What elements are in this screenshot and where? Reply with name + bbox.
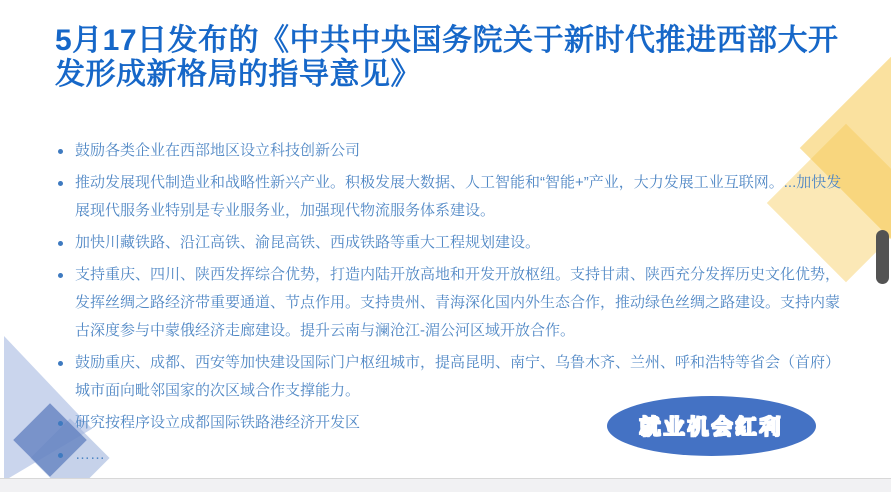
bullet-item — [55, 169, 843, 225]
bullet-text: 加快川藏铁路、沿江高铁、渝昆高铁、西成铁路等重大工程规划建设。 — [75, 234, 541, 251]
bullet-item — [55, 229, 843, 257]
badge-label: 就业机会红利 — [639, 416, 784, 439]
bullet-text: 支持重庆、四川、陕西发挥综合优势，打造内陆开放高地和开发开放枢纽。支持甘肃、陕西充分发挥历史文化优势，发挥丝绸之路经济带重要通道、节点作用。支持贵州、青海深化国内外生态合作，推动绿色丝绸之路建设。支持内蒙古深度参与中蒙俄经济走廊建设。提升云南与澜沧江-湄公河区域开放合作。 — [75, 266, 841, 339]
bullet-text: 推动发展现代制造业和战略性新兴产业。积极发展大数据、人工智能和“智能+”产业，大力发展工业互联网。...加快发展现代服务业特别是专业服务业，加强现代物流服务体系建设。 — [75, 174, 842, 219]
bullet-item — [55, 137, 843, 165]
bullet-text: 研究按程序设立成都国际铁路港经济开发区 — [75, 414, 361, 431]
slide-title-line-1: 5月17日发布的《中共中央国务院关于新时代推进西部大开 — [55, 24, 839, 57]
bullet-dot-icon — [58, 241, 63, 246]
slide-title — [55, 24, 855, 92]
bullet-dot-icon — [58, 421, 63, 426]
employment-dividend-badge — [607, 396, 816, 456]
bullet-dot-icon — [58, 149, 63, 154]
bullet-text: …… — [75, 446, 105, 463]
bottom-edge-strip — [0, 478, 891, 492]
slide-title-line-2: 发形成新格局的指导意见》 — [55, 58, 421, 91]
bullet-item — [55, 261, 843, 345]
bullet-dot-icon — [58, 181, 63, 186]
scrollbar-thumb[interactable] — [876, 230, 889, 284]
bullet-dot-icon — [58, 361, 63, 366]
bullet-text: 鼓励各类企业在西部地区设立科技创新公司 — [75, 142, 361, 159]
bullet-text: 鼓励重庆、成都、西安等加快建设国际门户枢纽城市，提高昆明、南宁、乌鲁木齐、兰州、呼和浩特等省会（首府）城市面向毗邻国家的次区域合作支撑能力。 — [75, 354, 841, 399]
bullet-dot-icon — [58, 273, 63, 278]
bullet-dot-icon — [58, 453, 63, 458]
